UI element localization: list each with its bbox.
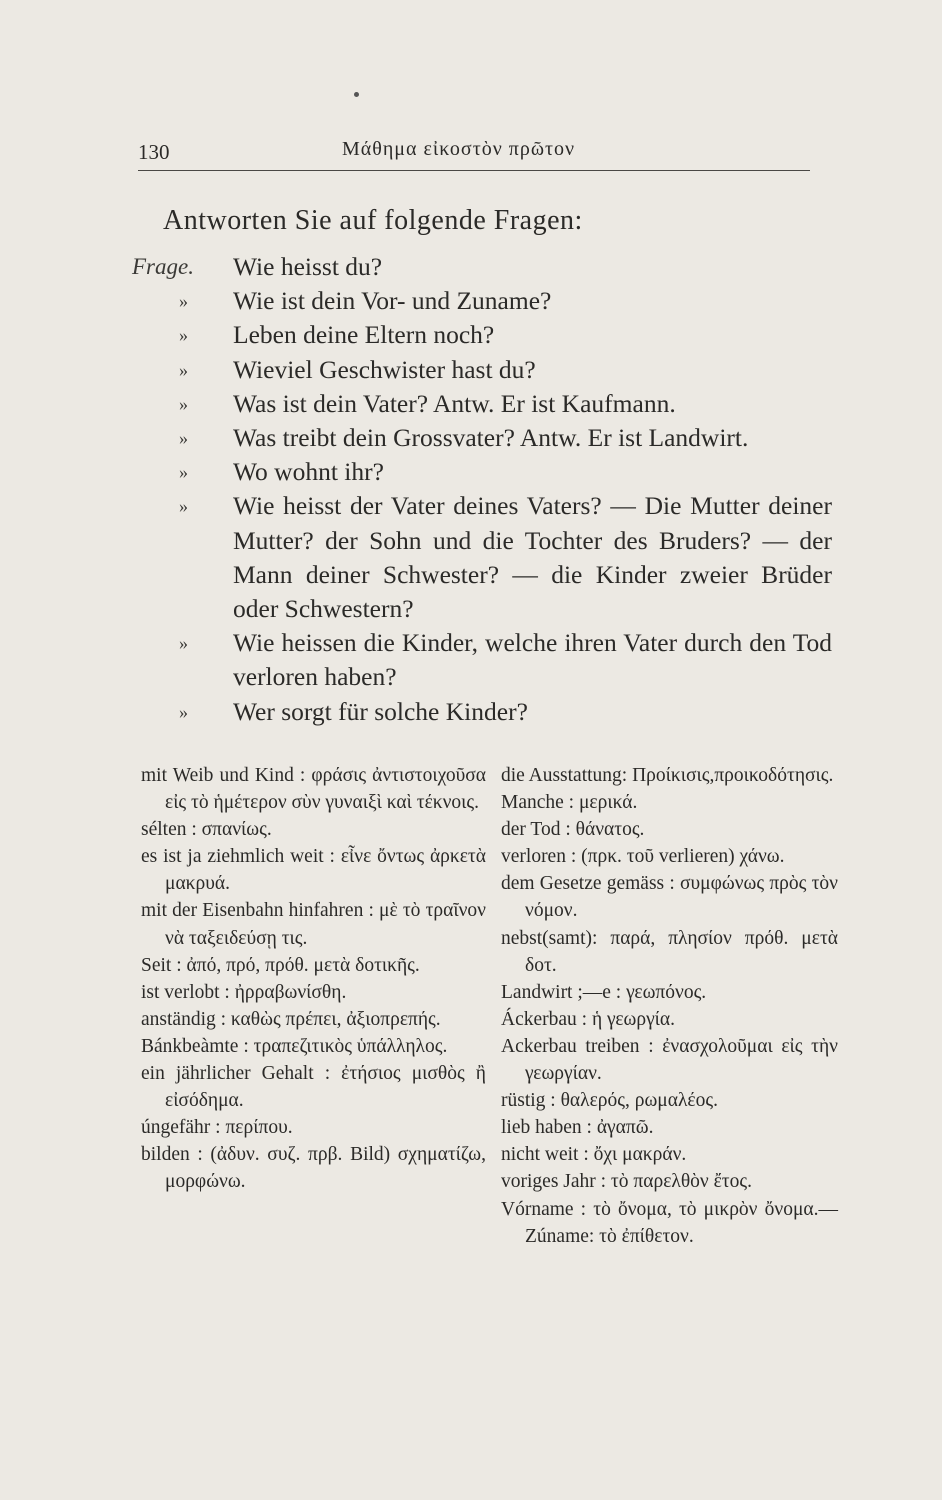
question-list [132, 250, 832, 729]
question-item [132, 695, 832, 729]
vocab-entry: Bánkbeàmte : τραπεζιτικὸς ὑπάλληλος. [141, 1035, 448, 1057]
vocab-entry: verloren : (πρκ. τοῦ verlieren) χάνω. [501, 846, 785, 868]
question-text: Wieviel Geschwister hast du? [233, 354, 536, 384]
vocab-entry: Seit : ἀπό, πρό, πρόθ. μετὰ δοτικῆς. [141, 954, 420, 976]
question-item [132, 284, 832, 318]
vocab-entry: sélten : σπανίως. [141, 819, 272, 841]
vocab-entry: nebst(samt): παρά, πλησίον πρόθ. μετὰ δοτ. [501, 927, 838, 976]
question-text: Wie heissen die Kinder, welche ihren Vater durch den Tod verloren haben? [233, 628, 832, 692]
vocab-entry: nicht weit : ὄχι μακράν. [501, 1144, 687, 1166]
vocab-entry: dem Gesetze gemäss : συμφώνως πρὸς τὸν νόμον. [501, 873, 838, 922]
question-marker: » [179, 325, 188, 346]
running-title: Μάθημα εἰκοστὸν πρῶτον [342, 138, 576, 160]
question-marker: » [179, 496, 188, 517]
vocab-entry: mit der Eisenbahn hinfahren : μὲ τὸ τραῖνον νὰ ταξειδεύσῃ τις. [141, 900, 486, 949]
question-marker: » [179, 701, 188, 722]
vocab-entry: Áckerbau : ἡ γεωργία. [501, 1008, 676, 1030]
vocab-entry: Vórname : τὸ ὄνομα, τὸ μικρὸν ὄνομα.—Zúname: τὸ ἐπίθετον. [501, 1198, 838, 1247]
vocab-entry: Ackerbau treiben : ἐνασχολοῦμαι εἰς τὴν γεωργίαν. [501, 1035, 838, 1085]
question-text: Wo wohnt ihr? [233, 457, 384, 487]
question-item [132, 387, 832, 421]
question-text: Was treibt dein Grossvater? Antw. Er ist Landwirt. [233, 423, 749, 453]
vocab-entry: der Tod : θάνατος. [501, 819, 645, 841]
vocab-entry: Landwirt ;—e : γεωπόνος. [501, 981, 707, 1003]
question-marker: » [179, 393, 188, 414]
exercise-heading: Antworten Sie auf folgende Fragen: [163, 205, 583, 236]
vocab-entry: mit Weib und Kind : φράσις ἀντιστοιχοῦσα εἰς τὸ ἡμέτερον σὺν γυναιξὶ καὶ τέκνοις. [141, 765, 486, 814]
vocabulary-right-column [501, 762, 838, 1250]
question-text: Wie heisst du? [233, 252, 383, 281]
ink-speck [354, 92, 359, 97]
question-item [132, 353, 832, 387]
question-text: Wer sorgt für solche Kinder? [233, 696, 528, 726]
question-text: Wie heisst der Vater deines Vaters? — Die Mutter deiner Mutter? der Sohn und die Tochter des Bruders? — der Mann deiner Schwester? — die Kinder zweier Brüder oder Schwestern? [233, 491, 832, 624]
vocab-entry: anständig : καθὼς πρέπει, ἀξιοπρεπής. [141, 1008, 441, 1030]
question-item [132, 318, 832, 352]
vocab-entry: die Ausstattung: Προίκισις,προικοδότησις. [501, 765, 834, 786]
vocab-entry: Manche : μερικά. [501, 792, 638, 814]
question-item [132, 250, 832, 284]
page-header [138, 130, 810, 171]
question-item [132, 626, 832, 694]
question-marker: Frage. [132, 254, 194, 279]
question-text: Leben deine Eltern noch? [233, 320, 495, 350]
question-item [132, 455, 832, 489]
vocab-entry: ein jährlicher Gehalt : ἐτήσιος μισθὸς ἢ εἰσόδημα. [141, 1063, 486, 1112]
vocab-entry: voriges Jahr : τὸ παρελθὸν ἔτος. [501, 1171, 752, 1193]
question-marker: » [179, 462, 188, 483]
question-marker: » [179, 359, 188, 380]
vocab-entry: úngefähr : περίπου. [141, 1117, 293, 1139]
vocab-entry: bilden : (ἀδυν. συζ. πρβ. Bild) σχηματίζω, μορφώνω. [141, 1144, 486, 1193]
question-text: Wie ist dein Vor- und Zuname? [233, 286, 552, 316]
question-item [132, 421, 832, 455]
question-marker: » [179, 633, 188, 654]
vocab-entry: lieb haben : ἀγαπῶ. [501, 1117, 654, 1139]
question-text: Was ist dein Vater? Antw. Er ist Kaufmann. [233, 388, 676, 418]
vocab-entry: rüstig : θαλερός, ρωμαλέος. [501, 1090, 718, 1112]
vocab-entry: ist verlobt : ἠρραβωνίσθη. [141, 981, 347, 1003]
vocabulary-left-column [141, 762, 486, 1196]
question-marker: » [179, 428, 188, 449]
vocab-entry: es ist ja ziehmlich weit : εἶνε ὄντως ἀρκετὰ μακρυά. [141, 846, 486, 895]
page-number: 130 [138, 140, 170, 164]
question-item [132, 489, 832, 626]
question-marker: » [179, 291, 188, 312]
